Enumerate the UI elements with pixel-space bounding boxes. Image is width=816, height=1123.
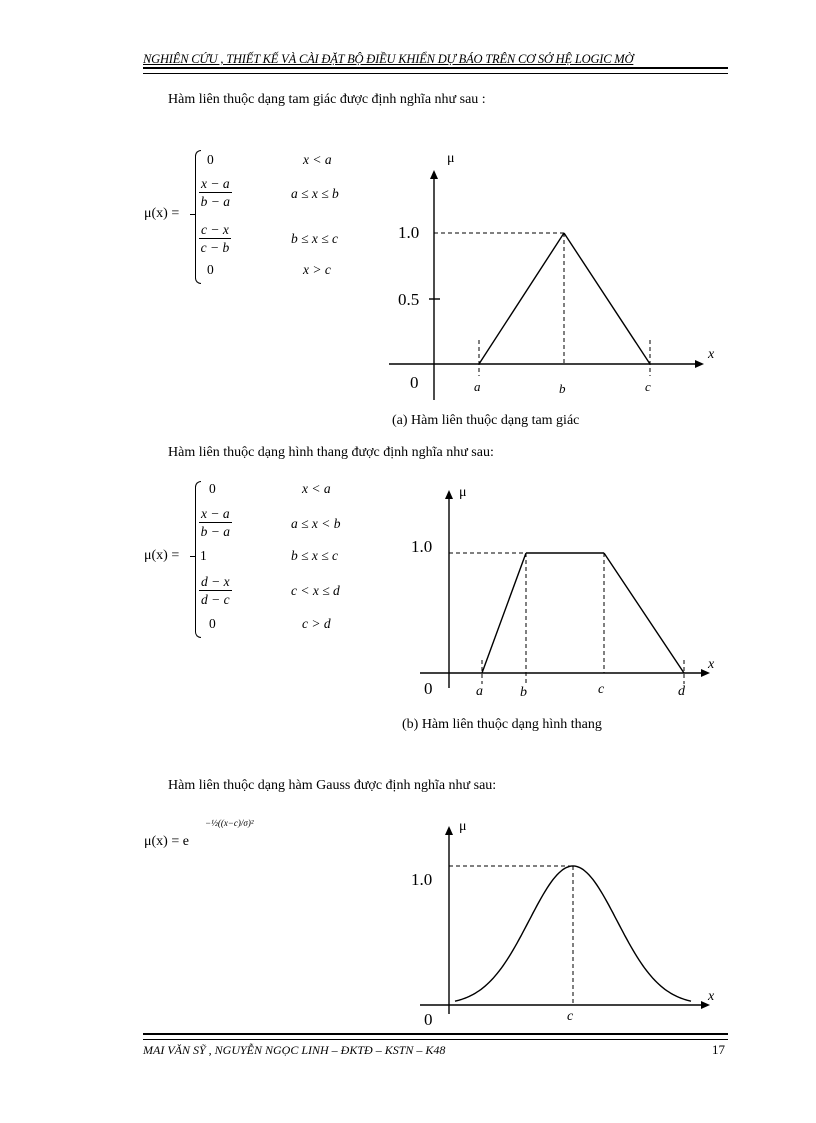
triangle-case-4-value: 0 [207, 262, 214, 277]
triangle-x-tick-b: b [559, 381, 566, 396]
trapezoid-y-label: μ [459, 485, 467, 500]
footer-authors: MAI VĂN SỸ , NGUYỄN NGỌC LINH – ĐKTĐ – KSTN – K48 [143, 1043, 446, 1057]
trapezoid-x-tick-d: d [678, 684, 685, 699]
gauss-intro: Hàm liên thuộc dạng hàm Gauss được định nghĩa như sau: [168, 778, 497, 793]
triangle-mu-label: μ(x) = [144, 206, 180, 221]
running-header: NGHIÊN CỨU , THIẾT KẾ VÀ CÀI ĐẶT BỘ ĐIỀU KHIỂN DỰ BÁO TRÊN CƠ SỞ HỆ LOGIC MỜ [143, 52, 634, 66]
triangle-x-tick-a: a [474, 379, 481, 394]
gauss-y-label: μ [459, 819, 467, 834]
triangle-caption: (a) Hàm liên thuộc dạng tam giác [392, 413, 580, 428]
trapezoid-case-2-cond: a ≤ x < b [291, 516, 341, 531]
triangle-case-3-frac: $\frac{c - x}{c - b}$ [200, 222, 230, 255]
triangle-x-label: x [708, 347, 715, 362]
triangle-case-4-cond: x > c [303, 262, 331, 277]
trapezoid-x-tick-a: a [476, 684, 483, 699]
trapezoid-x-tick-b: b [520, 685, 527, 700]
trapezoid-x-label: x [708, 657, 715, 672]
triangle-origin-label: 0 [410, 373, 419, 392]
triangle-y-tick-05: 0.5 [398, 290, 420, 309]
gauss-exponent: −½((x−c)/σ)² [205, 818, 254, 828]
triangle-x-tick-c: c [645, 379, 651, 394]
trapezoid-rise-line [482, 553, 526, 673]
gauss-y-tick-1: 1.0 [411, 870, 433, 889]
triangle-rise-line [479, 233, 564, 364]
gauss-x-tick-c: c [567, 1009, 574, 1024]
gauss-x-label: x [708, 989, 715, 1004]
triangle-case-2-frac: $\frac{x - a}{b - a}$ [200, 176, 230, 209]
trapezoid-y-arrow [445, 490, 453, 499]
trapezoid-case-5-value: 0 [209, 616, 216, 631]
trapezoid-case-3-cond: b ≤ x ≤ c [291, 548, 339, 563]
trapezoid-fall-line [604, 553, 684, 673]
trapezoid-mu-label: μ(x) = [144, 548, 180, 563]
triangle-fall-line [564, 233, 650, 364]
triangle-x-arrow [695, 360, 704, 368]
footer-rule [143, 1033, 728, 1040]
trapezoid-y-tick-1: 1.0 [411, 537, 433, 556]
trapezoid-case-1-value: 0 [209, 481, 216, 496]
triangle-case-1-cond: x < a [303, 152, 332, 167]
gauss-y-arrow [445, 826, 453, 835]
gauss-origin-label: 0 [424, 1010, 433, 1029]
triangle-case-1-value: 0 [207, 152, 214, 167]
triangle-case-2-cond: a ≤ x ≤ b [291, 186, 339, 201]
page-number: 17 [712, 1042, 725, 1057]
triangle-intro: Hàm liên thuộc dạng tam giác được định nghĩa như sau : [168, 92, 486, 107]
triangle-y-arrow [430, 170, 438, 179]
trapezoid-case-5-cond: c > d [302, 616, 331, 631]
trapezoid-case-4-cond: c < x ≤ d [291, 583, 340, 598]
trapezoid-case-4-frac: $\frac{d - x}{d - c}$ [201, 574, 230, 607]
trapezoid-origin-label: 0 [424, 679, 433, 698]
triangle-y-tick-1: 1.0 [398, 223, 420, 242]
trapezoid-caption: (b) Hàm liên thuộc dạng hình thang [402, 717, 602, 732]
trapezoid-case-3-value: 1 [200, 548, 207, 563]
trapezoid-intro: Hàm liên thuộc dạng hình thang được định nghĩa như sau: [168, 445, 494, 460]
trapezoid-case-2-frac: $\frac{x - a}{b - a}$ [200, 506, 230, 539]
trapezoid-x-tick-c: c [598, 682, 605, 697]
gauss-mu-label: μ(x) = e [144, 834, 189, 849]
triangle-y-label: μ [447, 151, 455, 166]
triangle-case-3-cond: b ≤ x ≤ c [291, 231, 339, 246]
trapezoid-case-1-cond: x < a [302, 481, 331, 496]
